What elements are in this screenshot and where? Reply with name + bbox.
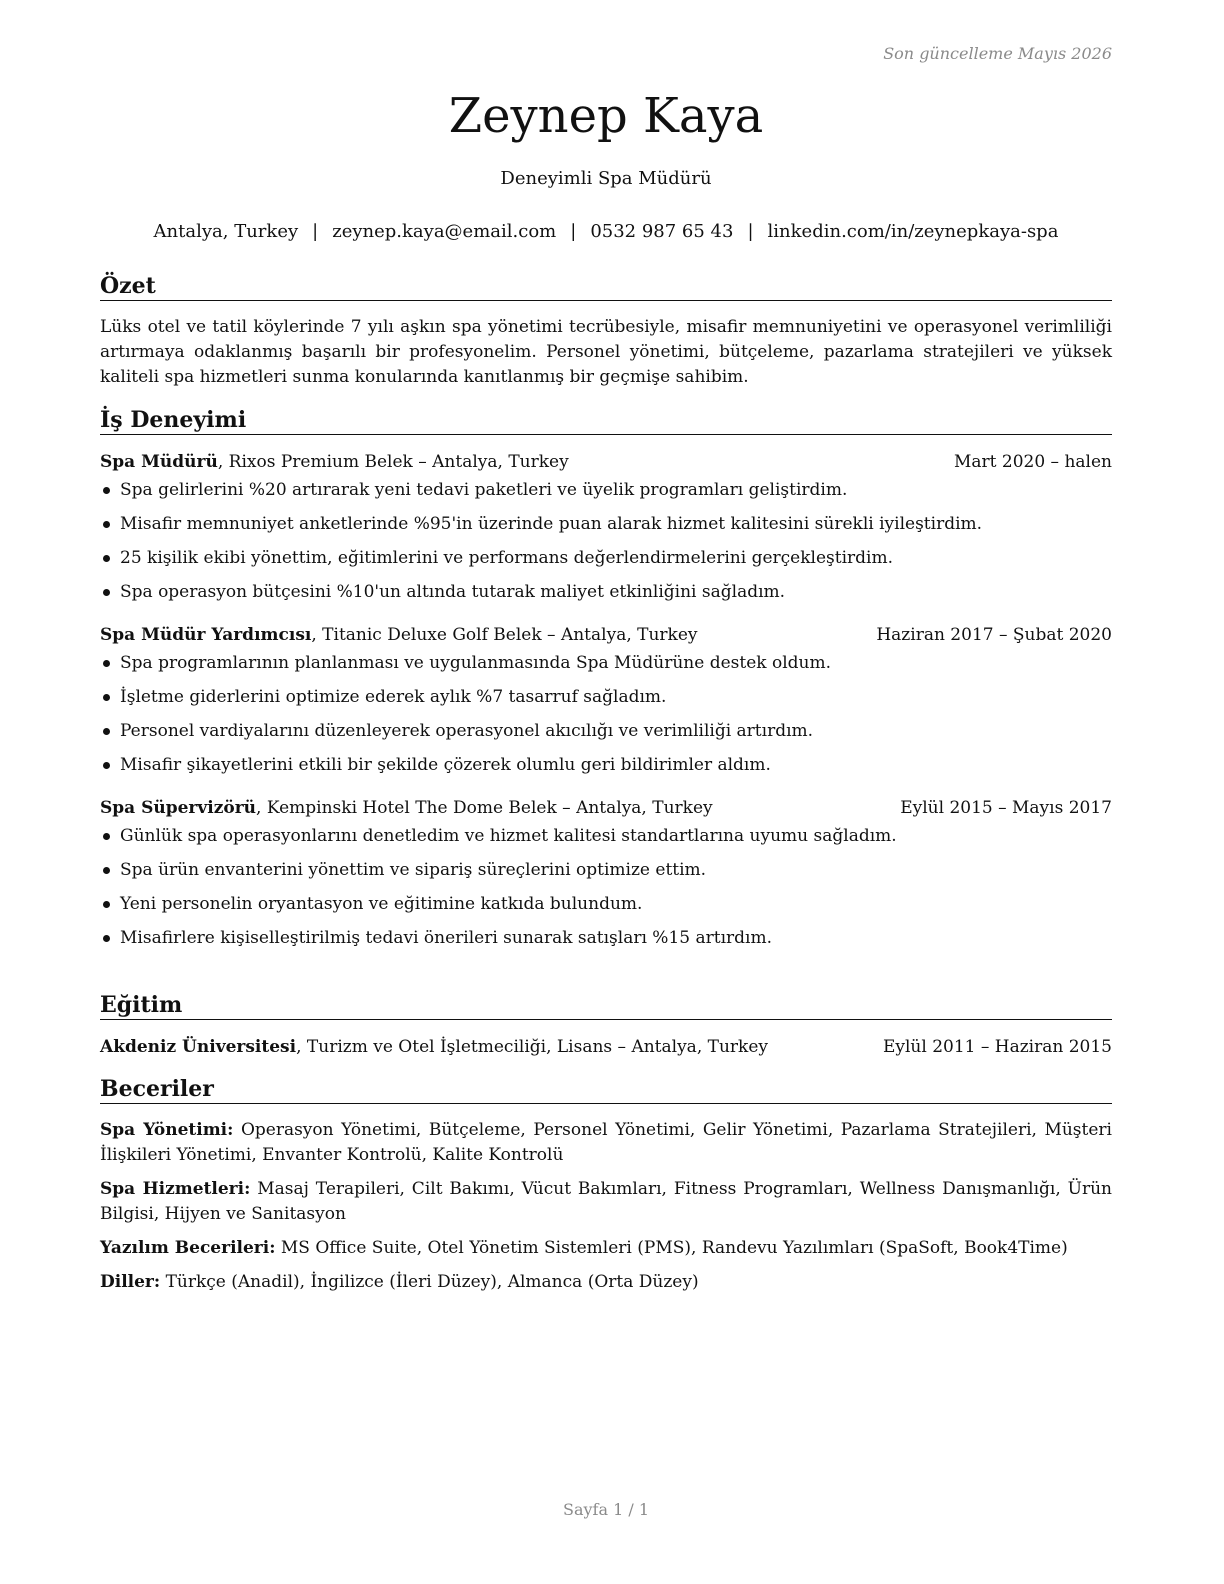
list-item <box>100 512 1112 536</box>
experience-heading: İş Deneyimi <box>100 406 1112 435</box>
education-school: Akdeniz Üniversitesi <box>100 1037 297 1057</box>
bullet-icon <box>103 521 110 528</box>
contact-separator: | <box>312 221 319 242</box>
skill-text: MS Office Suite, Otel Yönetim Sistemleri (PMS), Randevu Yazılımları (SpaSoft, Book4Time) <box>275 1238 1068 1258</box>
skill-label: Diller: <box>100 1272 161 1292</box>
bullet-text: 25 kişilik ekibi yönettim, eğitimlerini ve performans değerlendirmelerini gerçekleştirdim. <box>120 548 894 568</box>
job-entry <box>100 796 1112 950</box>
skill-label: Yazılım Becerileri: <box>100 1238 276 1258</box>
candidate-name: Zeynep Kaya <box>448 88 764 144</box>
contact-location: Antalya, Turkey <box>153 221 299 242</box>
bullet-text: Spa ürün envanterini yönettim ve sipariş süreçlerini optimize ettim. <box>120 860 707 880</box>
bullet-text: Yeni personelin oryantasyon ve eğitimine katkıda bulundum. <box>120 894 643 914</box>
education-details: , Turizm ve Otel İşletmeciliği, Lisans – Antalya, Turkey <box>296 1037 769 1057</box>
job-place: , Rixos Premium Belek – Antalya, Turkey <box>217 452 569 472</box>
bullet-text: Günlük spa operasyonlarını denetledim ve hizmet kalitesi standartlarına uyumu sağladım. <box>120 826 897 846</box>
bullet-icon <box>103 487 110 494</box>
skills-heading: Beceriler <box>100 1075 1112 1104</box>
contact-linkedin[interactable]: linkedin.com/in/zeynepkaya-spa <box>767 221 1059 242</box>
bullet-icon <box>103 833 110 840</box>
bullet-text: Misafir memnuniyet anketlerinde %95'in üzerinde puan alarak hizmet kalitesini sürekli iyileştirdim. <box>120 514 983 534</box>
contact-separator: | <box>570 221 577 242</box>
skill-text: Türkçe (Anadil), İngilizce (İleri Düzey), Almanca (Orta Düzey) <box>160 1272 699 1292</box>
skill-group <box>100 1118 1112 1168</box>
bullet-text: Spa operasyon bütçesini %10'un altında tutarak maliyet etkinliğini sağladım. <box>120 582 786 602</box>
summary-text: Lüks otel ve tatil köylerinde 7 yılı aşkın spa yönetimi tecrübesiyle, misafir memnuniyetini ve operasyonel verimliliği artırmaya odaklanmış başarılı bir profesyonelim. Personel yönetimi, bütçeleme, pazarlama stratejileri ve yüksek kaliteli spa hizmetleri sunma konularında kanıtlanmış bir geçmişe sahibim. <box>100 317 1112 387</box>
bullet-text: Spa programlarının planlanması ve uygulanmasında Spa Müdürüne destek oldum. <box>120 653 831 673</box>
job-bullets <box>100 651 1112 777</box>
skill-group <box>100 1270 1112 1295</box>
job-role: Spa Müdür Yardımcısı <box>100 625 312 645</box>
bullet-text: Misafirlere kişiselleştirilmiş tedavi önerileri sunarak satışları %15 artırdım. <box>120 928 772 948</box>
experience-section <box>100 406 1112 960</box>
contact-line <box>100 220 1112 244</box>
job-header <box>100 450 1112 474</box>
skills-section <box>100 1075 1112 1304</box>
last-updated-note: Son güncelleme Mayıs 2026 <box>883 44 1112 63</box>
job-dates: Mart 2020 – halen <box>953 452 1112 472</box>
skill-text: Masaj Terapileri, Cilt Bakımı, Vücut Bakımları, Fitness Programları, Wellness Danışmanlığı, Ürün Bilgisi, Hijyen ve Sanitasyon <box>100 1179 1112 1224</box>
list-item <box>100 685 1112 709</box>
bullet-icon <box>103 589 110 596</box>
list-item <box>100 824 1112 848</box>
job-header <box>100 623 1112 647</box>
bullet-icon <box>103 867 110 874</box>
summary-section <box>100 272 1112 390</box>
list-item <box>100 651 1112 675</box>
job-role: Spa Süpervizörü <box>100 798 257 818</box>
skill-group <box>100 1236 1112 1261</box>
education-section <box>100 991 1112 1059</box>
skills-list <box>100 1118 1112 1295</box>
bullet-text: Spa gelirlerini %20 artırarak yeni tedavi paketleri ve üyelik programları geliştirdim. <box>120 480 848 500</box>
contact-email[interactable]: zeynep.kaya@email.com <box>332 221 557 242</box>
contact-phone[interactable]: 0532 987 65 43 <box>590 221 734 242</box>
education-heading: Eğitim <box>100 991 1112 1020</box>
bullet-icon <box>103 935 110 942</box>
contact-separator: | <box>747 221 754 242</box>
list-item <box>100 478 1112 502</box>
list-item <box>100 753 1112 777</box>
skill-group <box>100 1177 1112 1227</box>
job-role: Spa Müdürü <box>100 452 218 472</box>
skill-label: Spa Yönetimi: <box>100 1120 234 1140</box>
education-dates: Eylül 2011 – Haziran 2015 <box>882 1037 1112 1057</box>
job-bullets <box>100 478 1112 604</box>
bullet-icon <box>103 762 110 769</box>
job-bullets <box>100 824 1112 950</box>
job-entry <box>100 450 1112 604</box>
list-item <box>100 580 1112 604</box>
education-entry <box>100 1035 1112 1059</box>
bullet-text: Personel vardiyalarını düzenleyerek operasyonel akıcılığı ve verimliliği artırdım. <box>120 721 814 741</box>
list-item <box>100 546 1112 570</box>
page-number: Sayfa 1 / 1 <box>562 1500 649 1519</box>
job-dates: Haziran 2017 – Şubat 2020 <box>876 625 1112 645</box>
skill-label: Spa Hizmetleri: <box>100 1179 251 1199</box>
list-item <box>100 892 1112 916</box>
job-dates: Eylül 2015 – Mayıs 2017 <box>900 798 1112 818</box>
list-item <box>100 858 1112 882</box>
bullet-icon <box>103 555 110 562</box>
job-header <box>100 796 1112 820</box>
summary-heading: Özet <box>100 272 1112 301</box>
resume-page <box>100 0 1112 1584</box>
candidate-title: Deneyimli Spa Müdürü <box>500 168 712 189</box>
bullet-icon <box>103 901 110 908</box>
job-place: , Titanic Deluxe Golf Belek – Antalya, Turkey <box>311 625 698 645</box>
list-item <box>100 926 1112 950</box>
bullet-icon <box>103 728 110 735</box>
skill-text: Operasyon Yönetimi, Bütçeleme, Personel Yönetimi, Gelir Yönetimi, Pazarlama Stratejileri, Müşteri İlişkileri Yönetimi, Envanter Kontrolü, Kalite Kontrolü <box>100 1120 1112 1165</box>
bullet-text: İşletme giderlerini optimize ederek aylık %7 tasarruf sağladım. <box>120 687 667 707</box>
list-item <box>100 719 1112 743</box>
job-place: , Kempinski Hotel The Dome Belek – Antalya, Turkey <box>256 798 713 818</box>
bullet-text: Misafir şikayetlerini etkili bir şekilde çözerek olumlu geri bildirimler aldım. <box>120 755 771 775</box>
bullet-icon <box>103 660 110 667</box>
bullet-icon <box>103 694 110 701</box>
job-entry <box>100 623 1112 777</box>
